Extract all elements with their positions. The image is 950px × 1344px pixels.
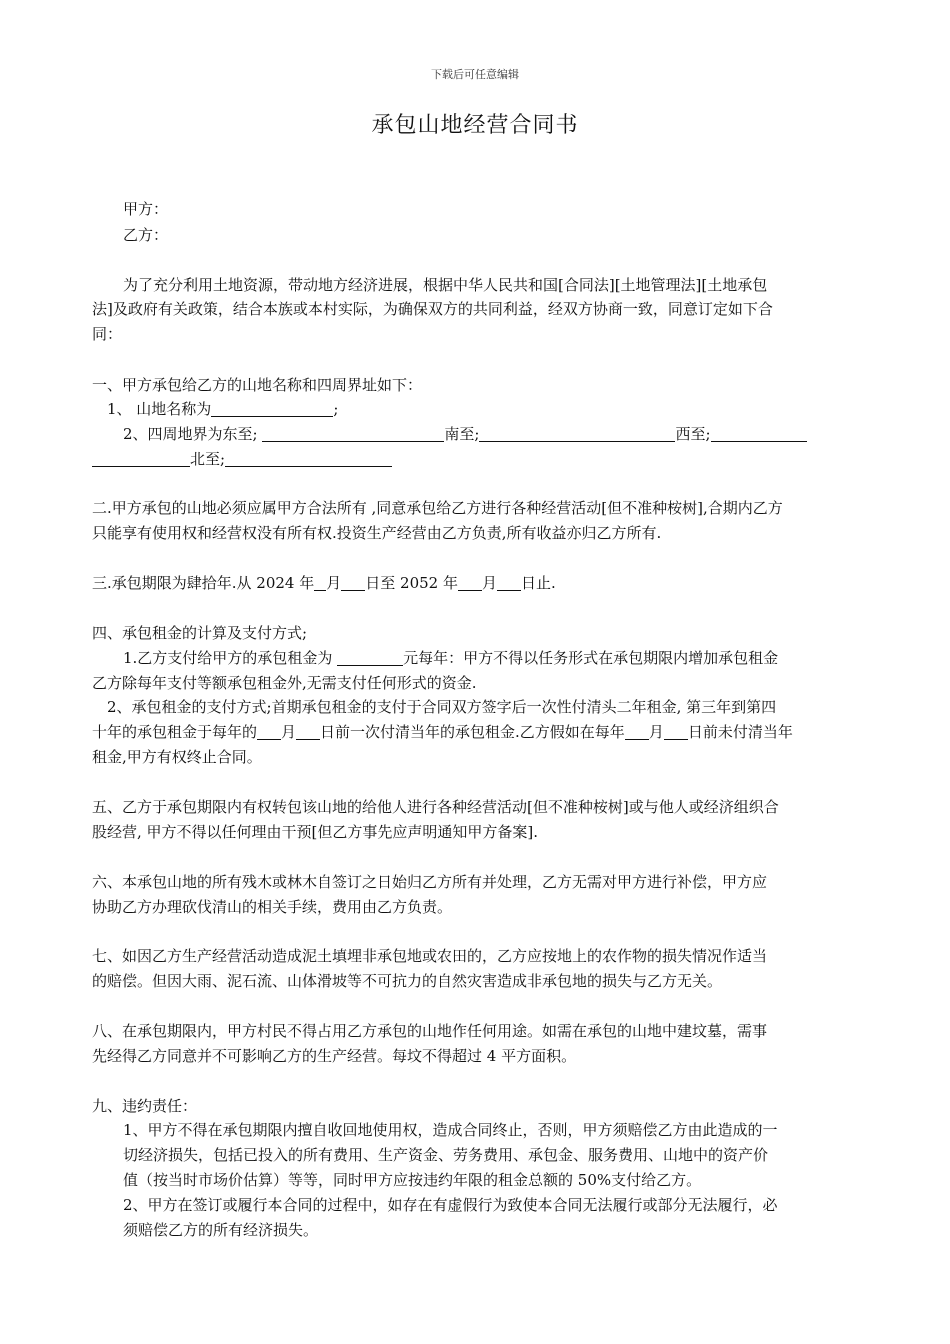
text: 日至 2052 年 [365, 574, 458, 592]
item-suffix: ; [333, 400, 339, 418]
section-2-line-1: 二.甲方承包的山地必须应属甲方合法所有 ,同意承包给乙方进行各种经营活动[但不准种桉树],合期内乙方 [92, 499, 783, 517]
blank-field [625, 723, 649, 740]
text: 日前未付清当年 [687, 723, 793, 741]
section-1-item-2-cont [92, 447, 392, 471]
blank-field [262, 425, 444, 442]
south-label: 南至; [444, 425, 480, 443]
north-label: 北至; [190, 450, 226, 468]
section-4-item-1-cont: 乙方除每年支付等额承包租金外,无需支付任何形式的资金. [92, 674, 477, 692]
section-9-item-2-line-2: 须赔偿乙方的所有经济损失。 [123, 1221, 319, 1239]
section-4-item-2: 2、承包租金的支付方式;首期承包租金的支付于合同双方签字后一次性付清头二年租金, 第三年到第四 [107, 698, 777, 716]
text: 月 [481, 574, 497, 592]
blank-field [479, 425, 675, 442]
section-7-line-2: 的赔偿。但因大雨、泥石流、山体滑坡等不可抗力的自然灾害造成非承包地的损失与乙方无关。 [92, 972, 723, 990]
section-4-item-1 [123, 646, 778, 670]
section-6-line-2: 协助乙方办理砍伐清山的相关手续，费用由乙方负责。 [92, 898, 453, 916]
section-4-item-2-cont [92, 720, 793, 744]
section-6-line-1: 六、本承包山地的所有残木或林木自签订之日始归乙方所有并处理，乙方无需对甲方进行补偿，甲方应 [92, 873, 768, 891]
east-label: 2、四周地界为东至; [123, 425, 258, 443]
blank-field [225, 450, 392, 467]
intro-line-1: 为了充分利用土地资源，带动地方经济进展，根据中华人民共和国[合同法][土地管理法][土地承包 [123, 276, 768, 294]
section-8-line-1: 八、在承包期限内，甲方村民不得占用乙方承包的山地作任何用途。如需在承包的山地中建坟墓，需事 [92, 1022, 768, 1040]
text: 日前一次付清当年的承包租金.乙方假如在每年 [320, 723, 625, 741]
section-4-item-2-end: 租金,甲方有权终止合同。 [92, 748, 262, 766]
text: 元每年：甲方不得以任务形式在承包期限内增加承包租金 [403, 649, 779, 667]
text: 月 [326, 574, 342, 592]
section-9-item-1-line-3: 值（按当时市场价估算）等等，同时甲方应按违约年限的租金总额的 50%支付给乙方。 [123, 1171, 702, 1189]
blank-field [458, 574, 482, 591]
text: 十年的承包租金于每年的 [92, 723, 258, 741]
text: 月 [648, 723, 664, 741]
blank-field [711, 425, 807, 442]
text: 1.乙方支付给甲方的承包租金为 [123, 649, 333, 667]
section-1-item-2 [123, 422, 807, 446]
header-note: 下载后可任意编辑 [431, 68, 519, 81]
section-1-heading: 一、甲方承包给乙方的山地名称和四周界址如下： [92, 376, 423, 394]
text: 日止. [521, 574, 556, 592]
blank-field [211, 400, 333, 417]
party-b-line: 乙方： [123, 226, 169, 244]
blank-field [337, 649, 403, 666]
west-label: 西至; [675, 425, 711, 443]
section-2-line-2: 只能享有使用权和经营权没有所有权.投资生产经营由乙方负责,所有收益亦归乙方所有. [92, 524, 662, 542]
text: 月 [281, 723, 297, 741]
section-4-heading: 四、承包租金的计算及支付方式; [92, 624, 308, 642]
document-title: 承包山地经营合同书 [371, 113, 579, 138]
item-label: 1、 山地名称为 [107, 400, 212, 418]
blank-field [497, 574, 521, 591]
blank-field [314, 574, 326, 591]
section-9-item-1-line-1: 1、甲方不得在承包期限内擅自收回地使用权，造成合同终止，否则，甲方须赔偿乙方由此造成的一 [123, 1121, 778, 1139]
blank-field [92, 450, 190, 467]
intro-line-2: 法]及政府有关政策，结合本族或本村实际，为确保双方的共同利益，经双方协商一致，同意订定如下合 [92, 300, 773, 318]
section-5-line-2: 股经营, 甲方不得以任何理由干预[但乙方事先应声明通知甲方备案]. [92, 823, 539, 841]
section-9-item-2-line-1: 2、甲方在签订或履行本合同的过程中，如存在有虚假行为致使本合同无法履行或部分无法履行，必 [123, 1196, 778, 1214]
party-a-line: 甲方： [123, 200, 169, 218]
section-1-item-1 [107, 397, 338, 421]
section-5-line-1: 五、乙方于承包期限内有权转包该山地的给他人进行各种经营活动[但不准种桉树]或与他人或经济组织合 [92, 798, 779, 816]
section-7-line-1: 七、如因乙方生产经营活动造成泥土填埋非承包地或农田的，乙方应按地上的农作物的损失情况作适当 [92, 947, 768, 965]
section-9-heading: 九、违约责任： [92, 1097, 198, 1115]
text: 三.承包期限为肆拾年.从 2024 年 [92, 574, 315, 592]
section-3-line [92, 571, 556, 595]
blank-field [664, 723, 688, 740]
blank-field [296, 723, 320, 740]
blank-field [257, 723, 281, 740]
section-9-item-1-line-2: 切经济损失，包括已投入的所有费用、生产资金、劳务费用、承包金、服务费用、山地中的资产价 [123, 1146, 769, 1164]
blank-field [341, 574, 365, 591]
intro-line-3: 同： [92, 325, 123, 343]
section-8-line-2: 先经得乙方同意并不可影响乙方的生产经营。每坟不得超过 4 平方面积。 [92, 1047, 577, 1065]
